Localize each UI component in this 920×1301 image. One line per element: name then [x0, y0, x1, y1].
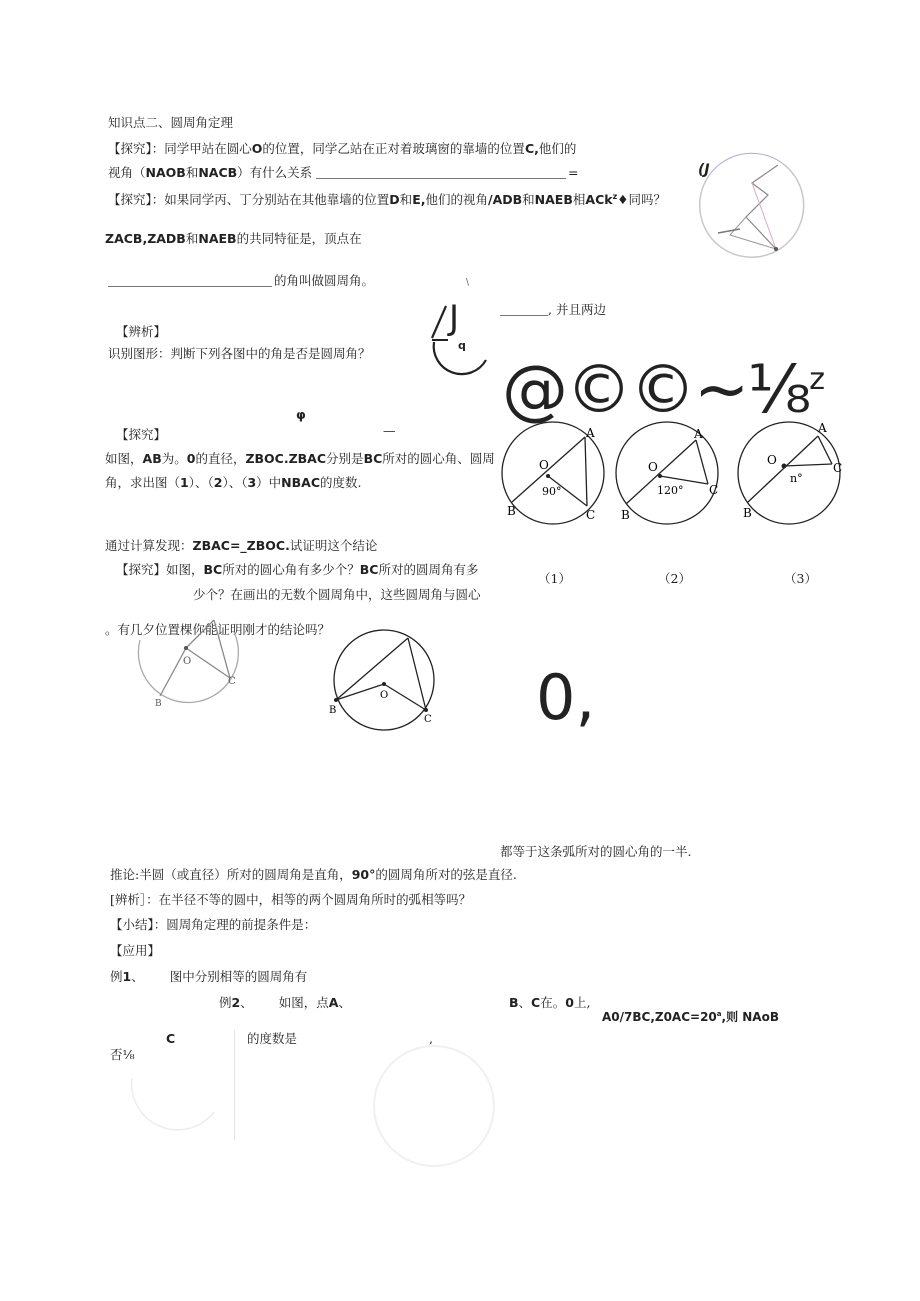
text-run: NACB: [198, 165, 238, 180]
half-central-angle: 都等于这条弧所对的圆心角的一半.: [500, 844, 692, 859]
text-run: 1: [180, 475, 189, 490]
text-run: NBAC: [281, 475, 321, 490]
label-B: B: [155, 699, 162, 709]
label-C: C: [709, 483, 719, 497]
label-C: C: [833, 461, 843, 475]
text-run: 【探究】: [116, 562, 167, 577]
classroom-circle-figure: [690, 155, 800, 270]
text-run: ZBAC=_ZBOC.: [192, 538, 290, 553]
text-run: ：同学甲站在圆心: [151, 141, 252, 156]
text-run: 【探究】: [108, 192, 152, 208]
text-run: ）有什么关系: [237, 165, 313, 180]
figure-caption-1: （1）: [538, 571, 571, 586]
discovery-line: [105, 538, 377, 554]
text-run: ）中: [256, 475, 282, 490]
text-run: 0: [186, 451, 196, 466]
text-run: ：如果同学丙、丁分别站在其他靠墙的位置: [151, 192, 390, 208]
text-run: 和: [522, 192, 535, 208]
text-run: 通过计算发现：: [105, 538, 193, 553]
faint-circle-left: [118, 1048, 228, 1148]
application-tag: 【应用】: [110, 943, 161, 958]
text-run: A: [328, 995, 339, 1010]
text-run: /ADB: [488, 192, 523, 208]
text-run: 半圆（或直径）所对的圆周角是直角，: [139, 867, 352, 882]
text-run: 90°: [351, 867, 376, 882]
text-run: 他们的: [538, 141, 577, 156]
text-run: 和: [399, 192, 413, 208]
label-O: O: [648, 460, 658, 474]
explore-line-5: 少个？在画出的无数个圆周角中，这些圆周角与圆心: [193, 587, 481, 602]
fragment-q: q: [458, 339, 466, 352]
text-run: E,: [412, 192, 426, 208]
text-run: ,则 NAoB: [721, 1010, 779, 1024]
text-run: 图中分别相等的圆周角有: [169, 969, 308, 984]
faint-circle-right: [362, 1040, 512, 1180]
text-run: ZBOC.ZBAC: [245, 451, 327, 466]
text-run: 同吗？: [628, 192, 666, 208]
text-run: 分别是: [326, 451, 364, 466]
point-c-label: C: [166, 1031, 176, 1046]
text-run: 、: [518, 995, 532, 1010]
text-run: 如图，点: [278, 995, 329, 1010]
text-run: 2: [213, 475, 223, 490]
text-run: 推论:: [110, 867, 140, 882]
text-run: 的直径，: [195, 451, 246, 466]
comma-mark: ,: [429, 1031, 433, 1046]
label-B: B: [743, 506, 752, 520]
text-run: ）、（: [222, 475, 248, 490]
example-2-left: [219, 995, 351, 1011]
text-run: 所对的圆心角、圆周: [382, 451, 495, 466]
equals-sign: =: [568, 165, 579, 180]
identify-figures: 识别图形：判断下列各图中的角是否是圆周角？: [108, 346, 371, 361]
text-run: z: [809, 362, 824, 397]
figure-caption-2: （2）: [658, 571, 691, 586]
label-C: C: [228, 676, 236, 687]
divider-line: [234, 1030, 235, 1140]
explore-line-1: [108, 141, 576, 157]
analysis-tag-1: 【辨析】: [116, 324, 167, 339]
text-run: 如图，: [166, 562, 204, 577]
text-run: 的圆周角所对的弦是直径.: [375, 867, 517, 882]
text-run: 角，求出图（: [105, 475, 181, 490]
label-A: A: [586, 426, 595, 440]
zero-comma: 0,: [536, 661, 596, 734]
text-run: 的度数.: [320, 475, 362, 490]
text-run: ZACB,ZADB: [105, 231, 186, 246]
text-run: D: [389, 192, 400, 208]
text-run: NAEB: [534, 192, 573, 208]
condition-line: [602, 1006, 779, 1025]
text-run: BC: [363, 451, 383, 466]
circle-figure-3: [734, 418, 846, 528]
text-run: BC: [203, 562, 223, 577]
text-run: z: [612, 192, 618, 201]
text-run: 例: [110, 969, 123, 984]
symbol-row: [502, 344, 823, 426]
text-run: B: [509, 995, 519, 1010]
angle-label: 120°: [657, 484, 684, 497]
label-O: O: [183, 656, 192, 667]
text-run: NAOB: [145, 165, 186, 180]
fou-fragment: 否⅛: [110, 1047, 135, 1062]
example-2-right: [509, 995, 590, 1011]
explore-line-3: [108, 189, 666, 208]
corollary-line: [110, 867, 517, 883]
label-C: C: [424, 714, 432, 725]
answer-blank-2: [108, 286, 272, 287]
label-A: A: [818, 421, 827, 435]
dash-mark: —: [383, 423, 396, 438]
definition-text: 的角叫做圆周角。: [274, 273, 375, 288]
text-run: 2: [231, 995, 241, 1010]
text-run: 上,: [573, 995, 591, 1010]
text-run: 、: [240, 995, 253, 1010]
circle-figure-left: [134, 610, 244, 710]
text-run: 如图，: [105, 451, 143, 466]
figure-question-2: [105, 475, 362, 491]
text-run: 相: [572, 192, 586, 208]
both-sides-text: , 并且两边: [548, 302, 606, 317]
answer-blank-3: [500, 315, 548, 316]
explore-tag-2: 【探究】: [116, 427, 167, 442]
text-run: 和: [185, 231, 199, 246]
text-run: 试证明这个结论: [289, 538, 378, 553]
circle-figure-1: [498, 418, 610, 528]
text-run: C: [531, 995, 541, 1010]
label-C: C: [586, 508, 596, 522]
text-run: 例: [219, 995, 232, 1010]
phi-symbol: φ: [296, 407, 306, 422]
fragment-j: J: [449, 298, 460, 338]
text-run: ACk: [585, 192, 613, 208]
common-feature-line: [105, 231, 362, 247]
angle-label: n°: [790, 472, 803, 485]
text-run: AB: [142, 451, 162, 466]
text-run: 所对的圆周角有多: [378, 562, 479, 577]
text-run: 、: [338, 995, 351, 1010]
text-run: 的共同特征是，顶点在: [236, 231, 362, 246]
label-B: B: [507, 504, 516, 518]
section-title: 知识点二、圆周角定理: [108, 115, 234, 130]
circle-figure-2: [612, 418, 724, 528]
text-run: 1: [122, 969, 132, 984]
text-run: 0: [565, 995, 574, 1010]
fragment-backtick: \: [466, 278, 470, 288]
label-B: B: [329, 705, 337, 716]
text-run: @©©~⅛: [502, 351, 810, 428]
figure-question-1: [105, 451, 495, 467]
position-question: 。有几夕位置棵你能证明刚才的结论吗？: [105, 622, 331, 637]
text-run: 为。: [161, 451, 187, 466]
label-A: A: [694, 427, 703, 441]
text-run: a: [716, 1010, 722, 1018]
text-run: 和: [185, 165, 199, 180]
label-O: O: [539, 458, 549, 472]
text-run: 他们的视角: [425, 192, 488, 208]
circle-figure-middle: [326, 628, 446, 738]
figure-caption-3: （3）: [784, 571, 817, 586]
angle-label: 90°: [542, 485, 562, 498]
text-run: C,: [524, 141, 539, 156]
explore-line-4: [116, 562, 478, 578]
analysis-line-2: [辨析］：在半径不等的圆中，相等的两个圆周角所时的弧相等吗？: [110, 892, 472, 907]
text-run: 在。: [540, 995, 566, 1010]
text-run: A0/7BC,Z0AC=20: [602, 1010, 717, 1024]
explore-line-2: [108, 165, 312, 181]
degree-question: 的度数是: [247, 1031, 298, 1046]
answer-blank-1: [316, 178, 566, 179]
text-run: NAEB: [198, 231, 237, 246]
text-run: 的位置，同学乙站在正对着玻璃窗的靠墙的位置: [262, 141, 525, 156]
text-run: 视角（: [108, 165, 146, 180]
text-run: O: [251, 141, 263, 156]
label-B: B: [621, 508, 630, 522]
text-run: ）、（: [188, 475, 214, 490]
example-1: [110, 969, 307, 985]
text-run: 3: [247, 475, 257, 490]
label-O: O: [380, 690, 389, 701]
explore-tag: 【探究】: [108, 141, 152, 156]
summary-line: 【小结】：圆周角定理的前提条件是：: [110, 917, 317, 932]
text-run: ♦: [617, 192, 629, 208]
fragment-cj: (J: [698, 162, 710, 178]
label-O: O: [767, 453, 777, 467]
text-run: BC: [359, 562, 379, 577]
text-run: 所对的圆心角有多少个？: [222, 562, 360, 577]
text-run: 、: [131, 969, 144, 984]
